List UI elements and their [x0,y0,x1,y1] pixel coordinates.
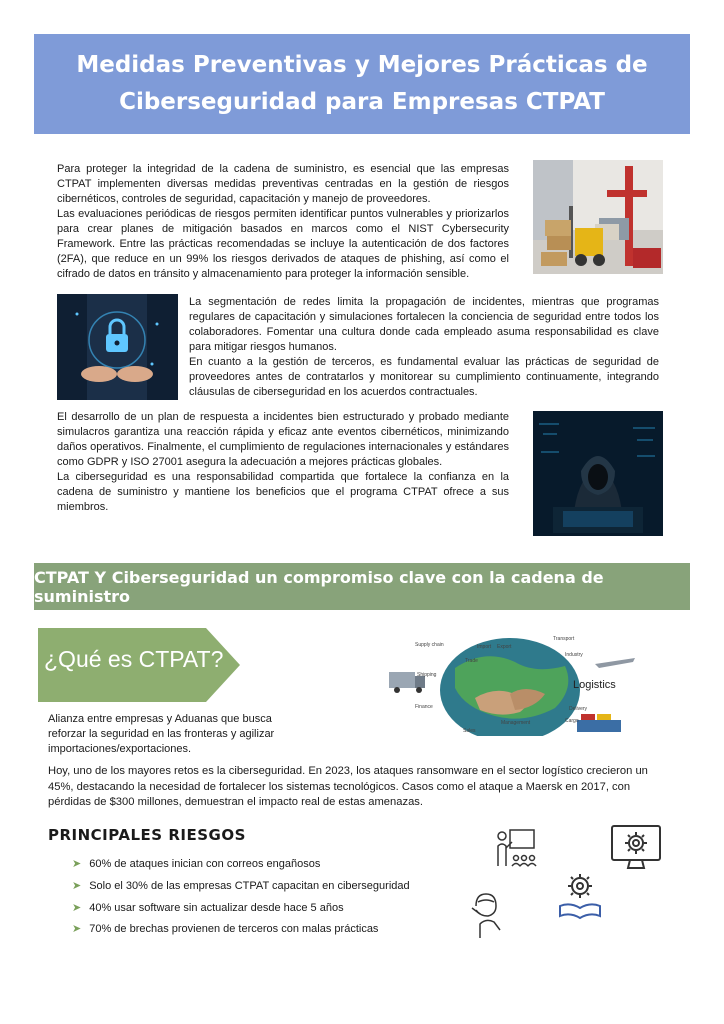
segment-paragraph-2: En cuanto a la gestión de terceros, es fundamental evaluar las prácticas de seguridad de proveedores antes de contratarlos y monitorear su cumplimiento continuamente, integrando cláusulas de ciberseguridad en los acuerdos contractuales. [189,356,659,398]
intro-paragraph-1: Para proteger la integridad de la cadena de suministro, es esencial que las empresas CTPAT implementen diversas medidas preventivas centradas en la gestión de riesgos cibernéticos, controles de seguridad, capacitación y manejo de proveedores. [57,163,509,205]
svg-text:Industry: Industry [565,652,583,658]
svg-text:Supply chain: Supply chain [415,642,444,648]
ctpat-arrow-label [38,628,240,702]
segment-paragraph-1: La segmentación de redes limita la propagación de incidentes, mientras que programas regulares de capacitación y simulaciones fortalecen la conciencia de seguridad entre todos los colaboradores. Fomentar una cultura donde cada empleado asuma responsabilidad es clave para mitigar riesgos humanos. [189,296,659,353]
presentation-icon [494,826,538,868]
svg-text:Transport: Transport [553,636,575,642]
chevron-right-icon: ➤ [72,858,82,870]
chevron-right-icon: ➤ [72,902,82,914]
risks-title: PRINCIPALES RIESGOS [48,826,246,844]
definition-text: Alianza entre empresas y Aduanas que busca reforzar la seguridad en las fronteras y agilizar importaciones/exportaciones. [48,713,275,755]
svg-text:Logistics: Logistics [573,679,616,691]
book-gear-icon [556,870,604,920]
page-title: Medidas Preventivas y Mejores Prácticas de Ciberseguridad para Empresas CTPAT [76,52,648,115]
forklift-containers-image [533,160,663,274]
risk-text: Solo el 30% de las empresas CTPAT capacitan en ciberseguridad [89,879,410,892]
response-paragraph-1: El desarrollo de un plan de respuesta a incidentes bien estructurado y probado mediante simulacros garantiza una reacción rápida y eficaz ante eventos cibernéticos, minimizando daños operativos. Finalmente, el cumplimiento de regulaciones internacionales y estándares como GDPR y ISO 27001 asegura la adecuación a mejores prácticas globales. [57,411,509,468]
risk-item [72,922,378,935]
segment-text [189,295,659,400]
ctpat-question: ¿Qué es CTPAT? [44,646,224,672]
svg-text:Cargo: Cargo [565,718,579,724]
challenge-text [48,764,670,811]
monitor-gear-icon [608,820,664,874]
risk-text: 60% de ataques inician con correos engañosos [89,857,321,870]
svg-text:Finance: Finance [415,704,433,710]
intro-text [57,162,509,282]
security-lock-image [57,294,178,400]
ctpat-definition [48,712,310,757]
risk-text: 40% usar software sin actualizar desde hace 5 años [89,901,344,914]
section-title: CTPAT Y Ciberseguridad un compromiso clave con la cadena de suministro [34,567,604,606]
risk-text: 70% de brechas provienen de terceros con malas prácticas [89,922,379,935]
page-title-banner [34,34,690,134]
chevron-right-icon: ➤ [72,923,82,935]
chevron-right-icon: ➤ [72,880,82,892]
svg-text:Sales: Sales [463,728,476,734]
svg-text:Import: Import [477,644,492,650]
svg-text:Management: Management [501,720,531,726]
response-paragraph-2: La ciberseguridad es una responsabilidad compartida que fortalece la confianza en la cadena de suministro y mantiene los beneficios que el programa CTPAT ofrece a sus miembros. [57,471,509,513]
svg-text:Trade: Trade [465,658,478,664]
svg-text:Delivery: Delivery [569,706,588,712]
svg-text:Export: Export [497,644,512,650]
risk-item [72,857,320,870]
intro-paragraph-2: Las evaluaciones periódicas de riesgos permiten identificar puntos vulnerables y priorizarlos para crear planes de mitigación basados en marcos como el NIST Cybersecurity Framework. Entre las prácticas recomendadas se incluye la autenticación de dos factores (2FA), que reduce en un 99% los riesgos derivados de ataques de phishing, así como el cifrado de datos en tránsito y almacenamiento para proteger la información sensible. [57,208,509,280]
risk-item [72,901,344,914]
svg-text:Shipping: Shipping [417,672,437,678]
logistics-globe-image [385,628,641,736]
risk-item [72,879,410,892]
response-text [57,410,509,515]
teacher-icon [466,888,506,940]
challenge-paragraph: Hoy, uno de los mayores retos es la ciberseguridad. En 2023, los ataques ransomware en el sector logístico crecieron un 45%, destacando la necesidad de fortalecer los sistemas tecnológicos. Casos como el ataque a Maersk en 2017, con pérdidas de $300 millones, demuestran el impacto real de estas amenazas. [48,765,648,808]
hacker-image [533,411,663,536]
section-banner [34,563,690,610]
